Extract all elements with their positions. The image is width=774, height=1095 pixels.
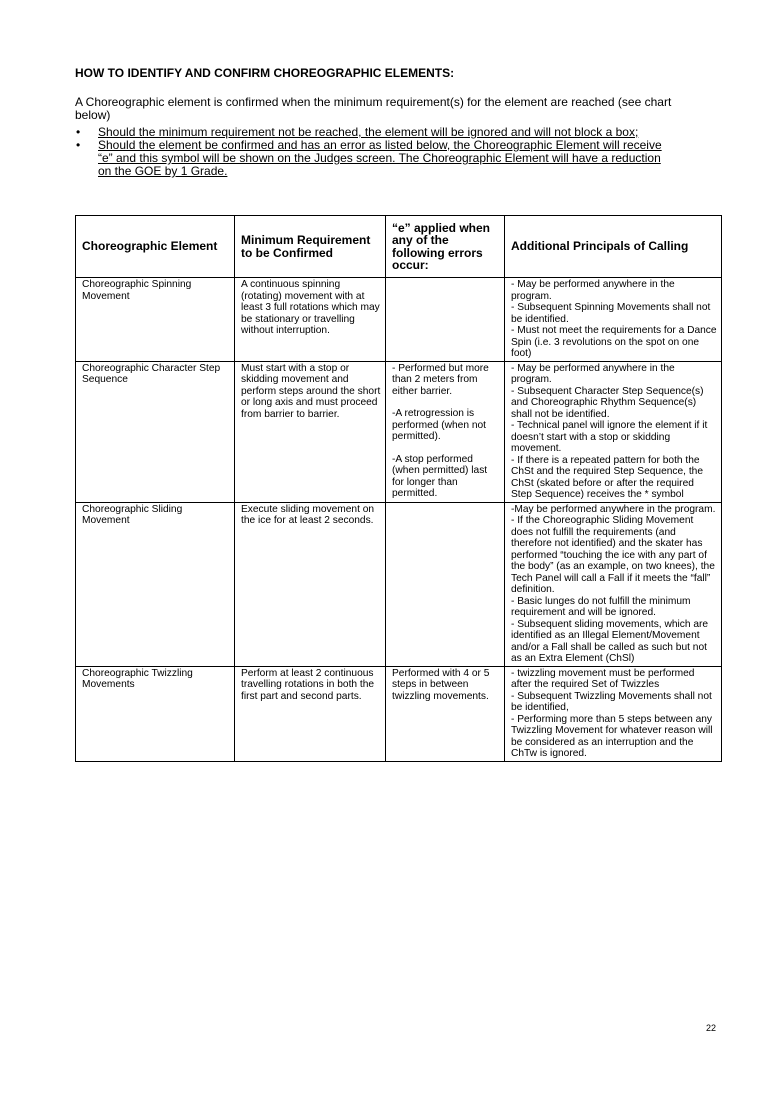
error-item: -A stop performed (when permitted) last for longer than permitted. xyxy=(392,453,488,499)
page-number: 22 xyxy=(706,1023,717,1033)
requirement-cell: Perform at least 2 continuous travelling rotations in both the first part and second parts. xyxy=(235,666,386,761)
principals-cell xyxy=(505,361,722,502)
errors-cell xyxy=(386,502,505,666)
requirement-cell: A continuous spinning (rotating) movement with at least 3 full rotations which may be stationary or travelling without interruption. xyxy=(235,278,386,362)
column-header-principals: Additional Principals of Calling xyxy=(505,216,722,278)
column-header-element: Choreographic Element xyxy=(76,216,235,278)
principal-line: - Must not meet the requirements for a Dance Spin (i.e. 3 revolutions on the spot on one foot) xyxy=(511,325,717,359)
list-item: • Should the minimum requirement not be reached, the element will be ignored and will not block a box; xyxy=(76,125,639,139)
table-row xyxy=(76,278,722,362)
principal-line: - Subsequent Twizzling Movements shall not be identified, xyxy=(511,690,712,713)
principal-line: - May be performed anywhere in the program. xyxy=(511,362,675,385)
intro-paragraph: A Choreographic element is confirmed when the minimum requirement(s) for the element are reached (see chart below) xyxy=(75,95,672,122)
error-item: -A retrogression is performed (when not permitted). xyxy=(392,408,487,442)
principal-line: - Performing more than 5 steps between any Twizzling Movement for whatever reason will be considered as an interruption and the ChTw is ignored. xyxy=(511,713,713,759)
element-cell: Choreographic Character Step Sequence xyxy=(76,361,235,502)
list-item: • Should the element be confirmed and has an error as listed below, the Choreographic Element will receive “e” and this symbol will be shown on the Judges screen. The Choreographic Element will have a reduction on the GOE by 1 Grade. xyxy=(76,138,662,178)
errors-cell xyxy=(386,361,505,502)
table-row xyxy=(76,361,722,502)
errors-cell xyxy=(386,278,505,362)
errors-cell xyxy=(386,666,505,761)
page-heading: HOW TO IDENTIFY AND CONFIRM CHOREOGRAPHIC ELEMENTS: xyxy=(75,66,455,80)
element-cell: Choreographic Spinning Movement xyxy=(76,278,235,362)
principals-cell xyxy=(505,278,722,362)
principal-line: - May be performed anywhere in the program. xyxy=(511,279,675,302)
principal-line: -May be performed anywhere in the program. xyxy=(511,503,716,515)
bullet-icon: • xyxy=(76,125,81,139)
principal-line: - Basic lunges do not fulfill the minimum requirement and will be ignored. xyxy=(511,595,691,618)
bullet-icon: • xyxy=(76,138,81,152)
choreographic-elements-table xyxy=(75,215,722,762)
table-row xyxy=(76,666,722,761)
principal-line: - Subsequent Spinning Movements shall not be identified. xyxy=(511,302,711,325)
requirement-cell: Execute sliding movement on the ice for at least 2 seconds. xyxy=(235,502,386,666)
element-cell: Choreographic Twizzling Movements xyxy=(76,666,235,761)
principal-line: - twizzling movement must be performed after the required Set of Twizzles xyxy=(511,667,695,690)
principal-line: - Subsequent Character Step Sequence(s) and Choreographic Rhythm Sequence(s) shall not be identified. xyxy=(511,385,704,420)
element-cell: Choreographic Sliding Movement xyxy=(76,502,235,666)
error-item: Performed with 4 or 5 steps in between twizzling movements. xyxy=(392,667,490,702)
table-header-row xyxy=(76,216,722,278)
table-row xyxy=(76,502,722,666)
principal-line: - If the Choreographic Sliding Movement does not fulfill the requirements (and therefore not identified) and the skater has performed “touching the ice with any part of the body” (as an example, on two knees), the Tech Panel will call a Fall if it meets the “fall” definition. xyxy=(511,515,715,595)
principal-line: - If there is a repeated pattern for both the ChSt and the required Step Sequence, the ChSt (skated before or after the required Step Sequence) receives the * symbol xyxy=(511,454,704,500)
principal-line: - Technical panel will ignore the element if it doesn’t start with a stop or skidding movement. xyxy=(511,420,708,454)
column-header-requirement: Minimum Requirement to be Confirmed xyxy=(235,216,386,278)
requirement-cell: Must start with a stop or skidding movement and perform steps around the short or long axis and must proceed from barrier to barrier. xyxy=(235,361,386,502)
principals-cell xyxy=(505,502,722,666)
error-item: - Performed but more than 2 meters from either barrier. xyxy=(392,362,489,397)
column-header-errors: “e” applied when any of the following errors occur: xyxy=(386,216,505,278)
principals-cell xyxy=(505,666,722,761)
rules-list xyxy=(75,126,675,178)
principal-line: - Subsequent sliding movements, which are identified as an Illegal Element/Movement and/or a Fall shall be called as such but not as an Extra Element (ChSl) xyxy=(511,618,709,664)
